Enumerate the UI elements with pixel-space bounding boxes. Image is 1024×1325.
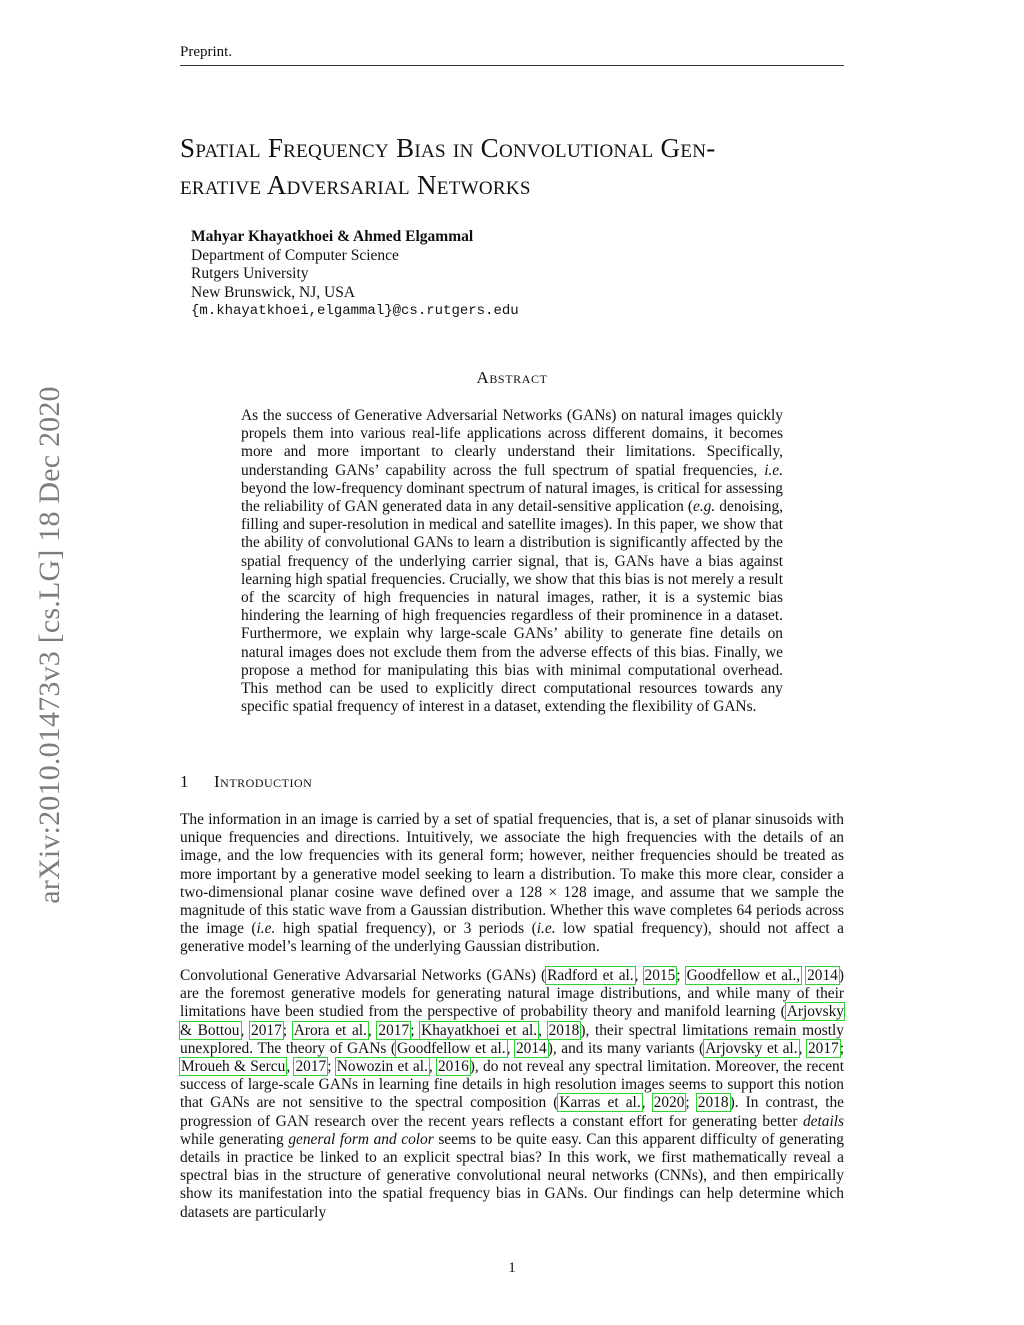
arxiv-stamp: arXiv:2010.01473v3 [cs.LG] 18 Dec 2020 <box>33 386 66 904</box>
citation-link[interactable]: 2015 <box>644 967 676 984</box>
author-names: Mahyar Khayatkhoei & Ahmed Elgammal <box>191 228 474 245</box>
paper-title <box>180 130 860 204</box>
author-university: Rutgers University <box>191 265 309 282</box>
p2-text: ), their spectral limitations remain mostly unexplored. The theory of GANs ( <box>180 1021 845 1057</box>
intro-paragraph-1 <box>180 811 844 957</box>
page-number: 1 <box>508 1260 516 1276</box>
citation-link[interactable]: 2018 <box>548 1021 580 1039</box>
p2-text: ) are the foremost generative models for generating natural image distributions, and while many of their limitations have been studied from the perspective of probability theory and manifold learning ( <box>180 967 844 1021</box>
p2-text: seems to be quite easy. Can this apparent difficulty of generating details in practice be linked to an explicit spectral bias? In this work, we first mathematically reveal a spectral bias in the structure of generative convolutional neural networks (CNNs), and then empirically show its manifestation into the spatial frequency bias in GANs. Our findings can help determine which datasets are particularly <box>180 1130 844 1221</box>
intro-paragraph-2: Convolutional Generative Advarsarial Networks (GANs) (Radford et al., 2015; Goodfellow et al., 2014) are the foremost generative models for generating natural image distributions, and while many of their limitations have been studied from the perspective of probability theory and manifold learning (Arjovsky & Bottou, 2017; Arora et al., 2017; Khayatkhoei et al., 2018), their spectral limitations remain mostly unexplored. The theory of GANs (Goodfellow et al., 2014), and its many variants (Arjovsky et al., 2017; Mroueh & Sercu, 2017; Nowozin et al., 2016), do not reveal any spectral limitation. Moreover, the recent success of large-scale GANs in learning fine details in high resolution images seems to support this notion that GANs are not sensitive to the spectral composition (Karras et al., 2020; 2018). In contrast, the progression of GAN research over the recent years reflects a constant effort for generating better details while generating general form and color seems to be quite easy. Can this apparent difficulty of generating details in practice be linked to an explicit spectral bias? In this work, we first mathematically reveal a spectral bias in the structure of generative convolutional neural networks (CNNs), and then empirically show its manifestation into the spatial frequency bias in GANs. Our findings can help determine which datasets are particularly <box>180 967 845 1221</box>
section-heading <box>180 772 312 792</box>
section-number: 1 <box>180 772 189 791</box>
p2-emphasis: general form and color <box>288 1130 434 1148</box>
citation-link[interactable]: Arjovsky & Bottou <box>180 1003 844 1039</box>
abstract-eg: e.g. <box>692 498 716 516</box>
author-location: New Brunswick, NJ, USA <box>191 283 356 301</box>
citation-link[interactable]: Arjovsky et al. <box>705 1039 798 1057</box>
citation-link[interactable]: Karras et al. <box>559 1094 641 1112</box>
header-rule <box>180 65 844 66</box>
citation-link[interactable]: 2017 <box>295 1058 327 1076</box>
citation-link[interactable]: Radford et al. <box>547 967 634 984</box>
p2-text: while generating <box>180 1130 289 1148</box>
citation-link[interactable]: 2017 <box>251 1021 282 1039</box>
citation-link[interactable]: 2018 <box>697 1094 729 1112</box>
p2-emphasis: details <box>802 1112 844 1130</box>
p2-text: ), do not reveal any spectral limitation. Moreover, the recent success of large-scale GANs in learning fine details in high resolution images seems to support this notion that GANs are not sensitive to the spectral composition ( <box>180 1058 844 1112</box>
citation-link[interactable]: 2014 <box>515 1039 547 1057</box>
citation-link[interactable]: Khayatkhoei et al. <box>421 1021 538 1039</box>
p1-ie-2: i.e. <box>536 920 556 938</box>
author-block <box>191 228 519 321</box>
author-email: {m.khayatkhoei,elgammal}@cs.rutgers.edu <box>191 303 519 319</box>
citation-link[interactable]: 2014 <box>807 967 838 984</box>
p1-text-c: low spatial frequency), should not affect a generative model’s learning of the underlying Gaussian distribution. <box>180 920 845 956</box>
citation-link[interactable]: 2020 <box>653 1094 685 1112</box>
abstract-heading: Abstract <box>476 368 548 387</box>
author-department: Department of Computer Science <box>191 246 399 264</box>
citation-link[interactable]: Mroueh & Sercu <box>181 1058 286 1076</box>
p2-text: ), and its many variants ( <box>547 1039 705 1057</box>
abstract-text-a: As the success of Generative Adversarial Networks (GANs) on natural images quickly propels them into various real-life applications across different domains, it becomes more and more important to clearly understand their limitations. Specifically, understanding GANs’ capability across the full spectrum of spatial frequencies, <box>241 407 783 479</box>
running-header: Preprint. <box>180 44 233 60</box>
abstract-ie: i.e. <box>764 461 783 479</box>
p2-text: ). In contrast, the progression of GAN research over the recent years reflects a constant effort for generating better <box>180 1094 844 1130</box>
abstract-text-c: denoising, filling and super-resolution in medical and satellite images). In this paper, we show that the ability of convolutional GANs to learn a distribution is significantly affected by the spatial frequency of the underlying carrier signal, that is, GANs have a bias against learning high spatial frequencies. Crucially, we show that this bias is not merely a result of the scarcity of high frequencies in natural images, rather, it is a systemic bias hindering the learning of high frequencies regardless of their prominence in a dataset. Furthermore, we explain why large-scale GANs’ ability to generate fine details on natural images does not exclude them from the adverse effects of this bias. Finally, we propose a method for manipulating this bias with minimal computational overhead. This method can be used to explicitly direct computational resources towards any specific spatial frequency of interest in a dataset, extending the flexibility of GANs. <box>241 498 784 716</box>
citation-link[interactable]: Goodfellow et al. <box>396 1039 506 1057</box>
citation-link[interactable]: Nowozin et al. <box>336 1058 428 1076</box>
citation-link[interactable]: Arora et al. <box>293 1021 367 1039</box>
title-line-1: Spatial Frequency Bias in Convolutional Gen- <box>180 133 716 163</box>
citation-link[interactable]: 2016 <box>437 1058 469 1076</box>
title-line-2: erative Adversarial Networks <box>180 170 531 200</box>
citation-link[interactable]: Goodfellow et al., <box>686 967 801 984</box>
p1-text-b: high spatial frequency), or 3 periods ( <box>275 920 537 938</box>
abstract-text-b: beyond the low-frequency dominant spectrum of natural images, is critical for assessing the reliability of GAN generated data in any detail-sensitive application ( <box>241 479 783 516</box>
citation-link[interactable]: 2017 <box>378 1021 410 1039</box>
p1-ie-1: i.e. <box>256 920 276 938</box>
citation-link[interactable]: 2017 <box>807 1039 839 1057</box>
p1-text-a: The information in an image is carried by a set of spatial frequencies, that is, a set of planar sinusoids with unique frequencies and directions. Intuitively, we associate the high frequencies with the details of an image, and the low frequencies with its general form; however, neither frequencies should be treated as more important by a generative model seeking to learn a distribution. To make this more clear, consider a two-dimensional planar cosine wave defined over a 128 × 128 image, and assume that we sample the magnitude of this static wave from a Gaussian distribution. Whether this wave completes 64 periods across the image ( <box>180 811 844 938</box>
abstract-body <box>241 407 783 716</box>
p2-text: Convolutional Generative Advarsarial Networks (GANs) ( <box>180 967 547 984</box>
section-title: Introduction <box>214 772 313 791</box>
